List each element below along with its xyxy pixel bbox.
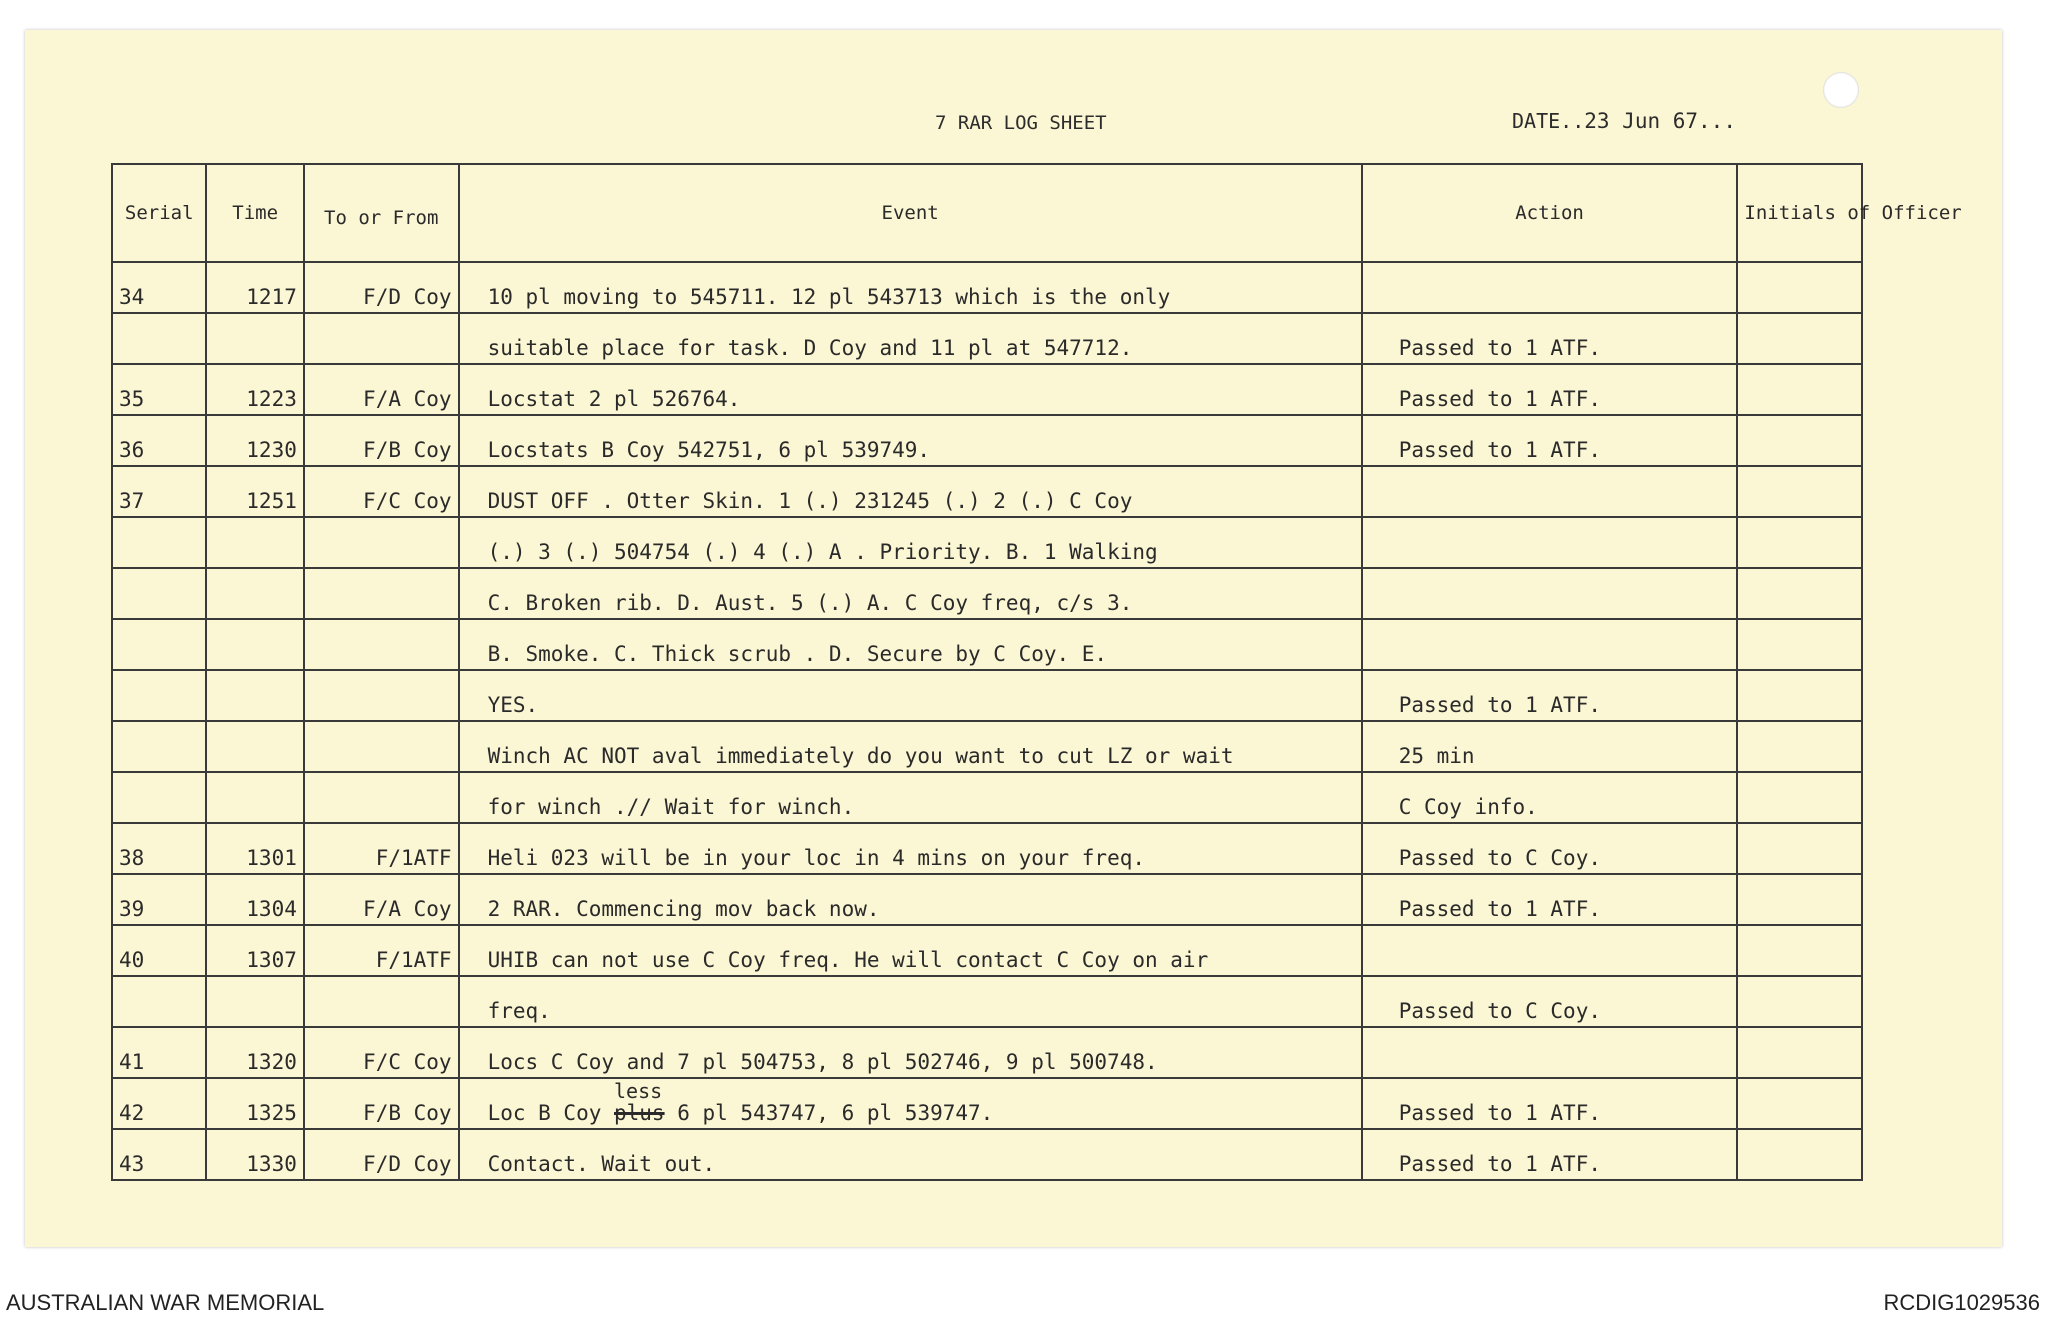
cell-to-or-from [304, 619, 459, 670]
typed-correction [614, 1079, 665, 1125]
cell-time: 1230 [206, 415, 303, 466]
column-header-event: Event [459, 164, 1362, 262]
cell-initials [1737, 313, 1862, 364]
table-row [112, 874, 1862, 925]
cell-to-or-from [304, 772, 459, 823]
cell-time: 1304 [206, 874, 303, 925]
cell-event: Locstat 2 pl 526764. [459, 364, 1362, 415]
cell-event: Contact. Wait out. [459, 1129, 1362, 1180]
cell-to-or-from [304, 313, 459, 364]
cell-time: 1301 [206, 823, 303, 874]
cell-event: 2 RAR. Commencing mov back now. [459, 874, 1362, 925]
cell-serial [112, 517, 206, 568]
cell-action [1362, 466, 1738, 517]
cell-event: (.) 3 (.) 504754 (.) 4 (.) A . Priority. B. 1 Walking [459, 517, 1362, 568]
table-row [112, 517, 1862, 568]
cell-serial [112, 619, 206, 670]
date-value: 23 Jun 67... [1584, 109, 1736, 133]
cell-serial: 40 [112, 925, 206, 976]
struck-text: plus [614, 1101, 665, 1125]
cell-initials [1737, 925, 1862, 976]
cell-initials [1737, 976, 1862, 1027]
cell-initials [1737, 364, 1862, 415]
footer-institution: AUSTRALIAN WAR MEMORIAL [6, 1290, 325, 1315]
column-header-time: Time [206, 164, 303, 262]
cell-serial [112, 670, 206, 721]
cell-action [1362, 925, 1738, 976]
cell-event: C. Broken rib. D. Aust. 5 (.) A. C Coy freq, c/s 3. [459, 568, 1362, 619]
cell-time [206, 976, 303, 1027]
cell-serial: 37 [112, 466, 206, 517]
cell-action: Passed to 1 ATF. [1362, 313, 1738, 364]
cell-serial [112, 721, 206, 772]
cell-action: Passed to 1 ATF. [1362, 1129, 1738, 1180]
log-table-body [112, 262, 1862, 1180]
cell-to-or-from: F/B Coy [304, 415, 459, 466]
event-text: 6 pl 543747, 6 pl 539747. [664, 1101, 994, 1125]
table-row [112, 568, 1862, 619]
column-header-to-or-from: To or From [304, 164, 459, 262]
cell-to-or-from: F/C Coy [304, 466, 459, 517]
cell-initials [1737, 466, 1862, 517]
cell-event: for winch .// Wait for winch. [459, 772, 1362, 823]
cell-event: B. Smoke. C. Thick scrub . D. Secure by C Coy. E. [459, 619, 1362, 670]
cell-initials [1737, 823, 1862, 874]
cell-serial: 34 [112, 262, 206, 313]
cell-to-or-from [304, 976, 459, 1027]
cell-serial: 42 [112, 1078, 206, 1129]
table-row [112, 415, 1862, 466]
column-header-serial: Serial [112, 164, 206, 262]
table-row [112, 466, 1862, 517]
cell-action: 25 min [1362, 721, 1738, 772]
cell-to-or-from: F/1ATF [304, 925, 459, 976]
date-label: DATE.. [1512, 109, 1585, 133]
cell-action: Passed to 1 ATF. [1362, 415, 1738, 466]
cell-event: YES. [459, 670, 1362, 721]
column-header-action: Action [1362, 164, 1738, 262]
cell-initials [1737, 670, 1862, 721]
page-title: 7 RAR LOG SHEET [935, 112, 1107, 134]
cell-time [206, 670, 303, 721]
cell-to-or-from [304, 517, 459, 568]
correction-insert: less [614, 1079, 663, 1103]
cell-time: 1223 [206, 364, 303, 415]
cell-time: 1320 [206, 1027, 303, 1078]
footer-record-id: RCDIG1029536 [1883, 1290, 2040, 1315]
cell-action: Passed to C Coy. [1362, 976, 1738, 1027]
column-header-initials: Initials of Officer [1737, 164, 1862, 262]
cell-time: 1217 [206, 262, 303, 313]
cell-serial: 41 [112, 1027, 206, 1078]
cell-time [206, 568, 303, 619]
cell-event: Locs C Coy and 7 pl 504753, 8 pl 502746, 9 pl 500748. [459, 1027, 1362, 1078]
cell-serial: 36 [112, 415, 206, 466]
cell-time [206, 619, 303, 670]
cell-serial [112, 313, 206, 364]
cell-to-or-from: F/1ATF [304, 823, 459, 874]
cell-event: DUST OFF . Otter Skin. 1 (.) 231245 (.) 2 (.) C Coy [459, 466, 1362, 517]
cell-time [206, 517, 303, 568]
date-field [1512, 109, 1736, 133]
cell-to-or-from [304, 568, 459, 619]
event-text: Loc B Coy [487, 1101, 614, 1125]
cell-serial [112, 976, 206, 1027]
cell-serial [112, 772, 206, 823]
cell-time: 1251 [206, 466, 303, 517]
cell-initials [1737, 415, 1862, 466]
cell-to-or-from: F/D Coy [304, 262, 459, 313]
table-row [112, 925, 1862, 976]
cell-to-or-from: F/B Coy [304, 1078, 459, 1129]
table-row [112, 772, 1862, 823]
table-row [112, 1027, 1862, 1078]
cell-event: 10 pl moving to 545711. 12 pl 543713 which is the only [459, 262, 1362, 313]
cell-time [206, 721, 303, 772]
cell-action: C Coy info. [1362, 772, 1738, 823]
cell-action [1362, 1027, 1738, 1078]
cell-to-or-from [304, 721, 459, 772]
cell-action: Passed to 1 ATF. [1362, 1078, 1738, 1129]
cell-event: freq. [459, 976, 1362, 1027]
cell-time: 1325 [206, 1078, 303, 1129]
cell-serial [112, 568, 206, 619]
cell-event: Locstats B Coy 542751, 6 pl 539749. [459, 415, 1362, 466]
cell-initials [1737, 568, 1862, 619]
cell-to-or-from: F/D Coy [304, 1129, 459, 1180]
table-row [112, 976, 1862, 1027]
cell-time: 1307 [206, 925, 303, 976]
cell-initials [1737, 772, 1862, 823]
punch-hole [1823, 72, 1859, 108]
cell-action: Passed to 1 ATF. [1362, 364, 1738, 415]
table-row [112, 619, 1862, 670]
cell-serial: 38 [112, 823, 206, 874]
cell-action [1362, 619, 1738, 670]
cell-event: suitable place for task. D Coy and 11 pl at 547712. [459, 313, 1362, 364]
cell-initials [1737, 517, 1862, 568]
cell-to-or-from: F/C Coy [304, 1027, 459, 1078]
table-row [112, 313, 1862, 364]
cell-time: 1330 [206, 1129, 303, 1180]
cell-serial: 39 [112, 874, 206, 925]
cell-initials [1737, 1078, 1862, 1129]
log-table [111, 163, 1962, 1181]
cell-action [1362, 262, 1738, 313]
table-row [112, 364, 1862, 415]
cell-to-or-from: F/A Coy [304, 364, 459, 415]
cell-time [206, 772, 303, 823]
table-row [112, 1078, 1862, 1129]
cell-initials [1737, 619, 1862, 670]
cell-initials [1737, 874, 1862, 925]
cell-to-or-from [304, 670, 459, 721]
table-row [112, 1129, 1862, 1180]
cell-action: Passed to 1 ATF. [1362, 670, 1738, 721]
table-row [112, 721, 1862, 772]
cell-serial: 43 [112, 1129, 206, 1180]
table-row [112, 823, 1862, 874]
table-row [112, 262, 1862, 313]
cell-event [459, 1078, 1362, 1129]
cell-initials [1737, 721, 1862, 772]
cell-initials [1737, 262, 1862, 313]
cell-serial: 35 [112, 364, 206, 415]
table-row [112, 670, 1862, 721]
cell-event: Winch AC NOT aval immediately do you want to cut LZ or wait [459, 721, 1362, 772]
cell-action: Passed to 1 ATF. [1362, 874, 1738, 925]
cell-action [1362, 517, 1738, 568]
cell-event: Heli 023 will be in your loc in 4 mins on your freq. [459, 823, 1362, 874]
cell-initials [1737, 1027, 1862, 1078]
cell-action [1362, 568, 1738, 619]
cell-to-or-from: F/A Coy [304, 874, 459, 925]
cell-action: Passed to C Coy. [1362, 823, 1738, 874]
cell-event: UHIB can not use C Coy freq. He will contact C Coy on air [459, 925, 1362, 976]
cell-time [206, 313, 303, 364]
table-header-row [112, 164, 1862, 262]
cell-initials [1737, 1129, 1862, 1180]
